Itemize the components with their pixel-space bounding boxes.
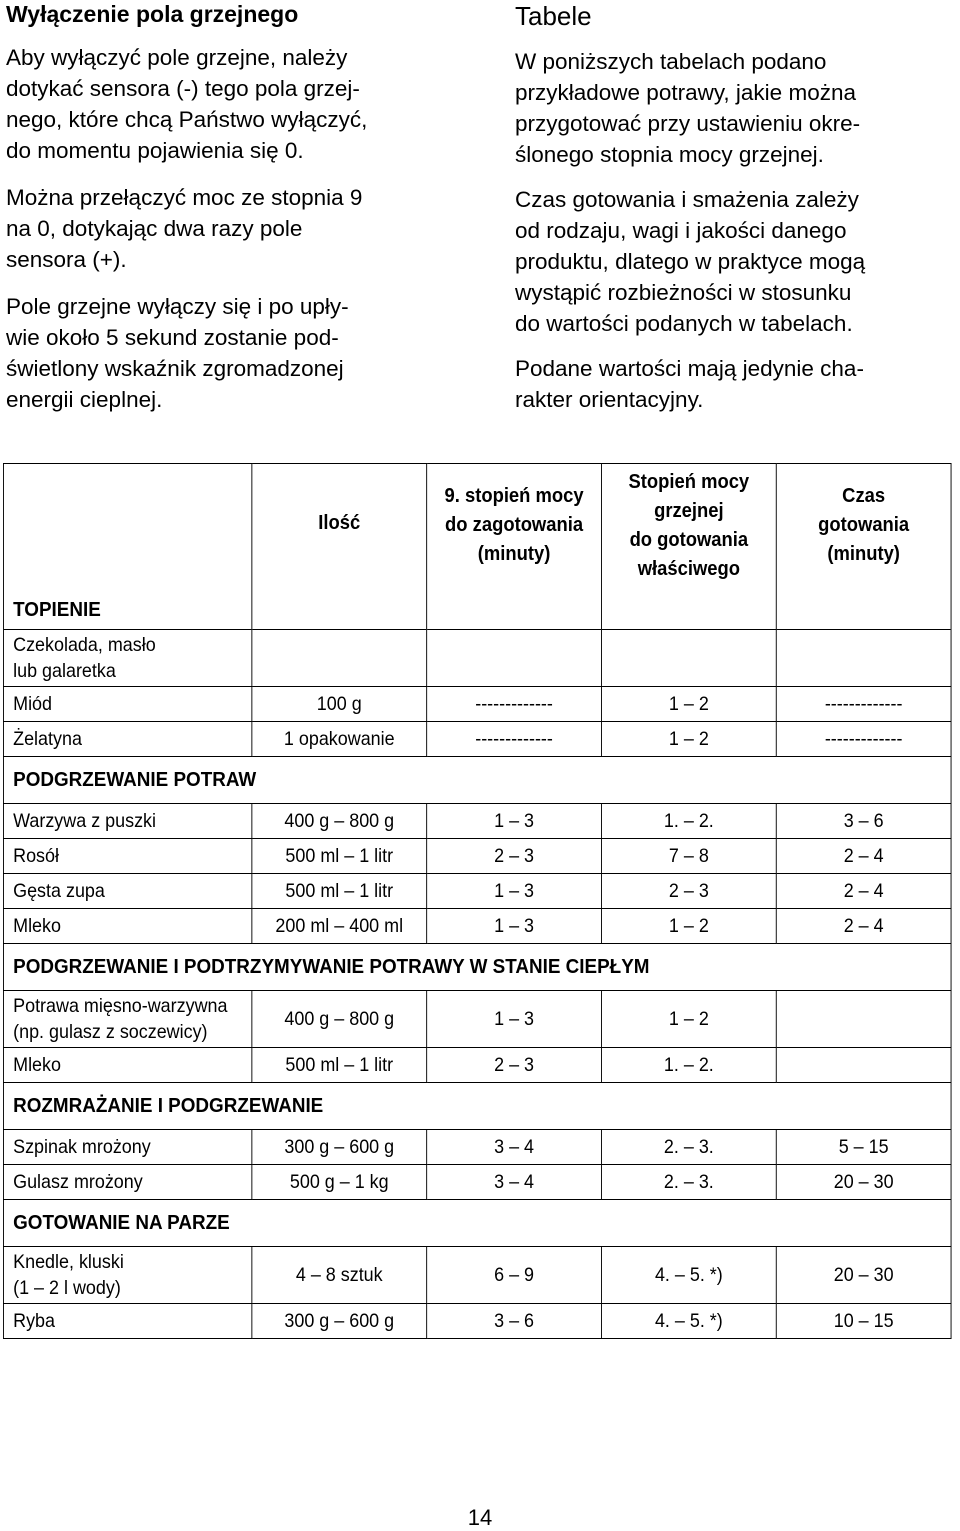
amount-cell: 100 g (252, 687, 427, 722)
food-cell: Rosół (3, 839, 251, 874)
food-cell: Knedle, kluski (1 – 2 l wody) (3, 1247, 251, 1304)
header-time: Czas gotowania (minuty) (776, 464, 951, 630)
amount-cell: 400 g – 800 g (252, 804, 427, 839)
time-cell: 2 – 4 (776, 909, 951, 944)
tables-paragraph-1: W poniższych tabelach podano przykładowe potrawy, jakie można przygotować przy ustawieniu okre- ślonego stopnia mocy grzejnej. (515, 49, 861, 167)
amount-cell: 500 g – 1 kg (252, 1165, 427, 1200)
power-cell: 2. – 3. (601, 1165, 776, 1200)
table-row (3, 1247, 951, 1304)
section-keep-warm: PODGRZEWANIE I PODTRZYMYWANIE POTRAWY W STANIE CIEPŁYM (3, 944, 951, 991)
power-cell: 4. – 5. *) (601, 1304, 776, 1339)
time-cell: 3 – 6 (776, 804, 951, 839)
food-cell: Żelatyna (3, 722, 251, 757)
power-cell: 1 – 2 (601, 991, 776, 1048)
table-row (3, 839, 951, 874)
stage9-cell: ------------- (427, 687, 602, 722)
table-row (3, 874, 951, 909)
section-defrost: ROZMRAŻANIE I PODGRZEWANIE (3, 1083, 951, 1130)
amount-cell: 1 opakowanie (252, 722, 427, 757)
stage9-cell: ------------- (427, 722, 602, 757)
power-cell: 1 – 2 (601, 909, 776, 944)
stage9-cell: 1 – 3 (427, 991, 602, 1048)
table-row (3, 991, 951, 1048)
header-stage9: 9. stopień mocy do zagotowania (minuty) (427, 464, 602, 630)
time-cell: 20 – 30 (776, 1247, 951, 1304)
food-cell: Szpinak mrożony (3, 1130, 251, 1165)
food-cell: Potrawa mięsno-warzywna (np. gulasz z soczewicy) (3, 991, 251, 1048)
header-power: Stopień mocy grzejnej do gotowania właściwego (601, 464, 776, 630)
amount-cell: 500 ml – 1 litr (252, 839, 427, 874)
time-cell: 20 – 30 (776, 1165, 951, 1200)
table-row (3, 687, 951, 722)
food-cell: Warzywa z puszki (3, 804, 251, 839)
stage9-cell: 1 – 3 (427, 874, 602, 909)
left-column (6, 0, 442, 431)
stage9-cell: 6 – 9 (427, 1247, 602, 1304)
power-cell: 2 – 3 (601, 874, 776, 909)
amount-cell (252, 630, 427, 687)
table-row (3, 1048, 951, 1083)
food-cell: Mleko (3, 1048, 251, 1083)
time-cell: ------------- (776, 722, 951, 757)
table-row (3, 909, 951, 944)
food-cell: Gulasz mrożony (3, 1165, 251, 1200)
section-steam: GOTOWANIE NA PARZE (3, 1200, 951, 1247)
amount-cell: 4 – 8 sztuk (252, 1247, 427, 1304)
stage9-cell: 2 – 3 (427, 1048, 602, 1083)
tables-paragraph-3: Podane wartości mają jedynie cha- rakter orientacyjny. (515, 356, 864, 412)
tables-heading: Tabele (515, 1, 592, 31)
section-row (3, 1200, 951, 1247)
table-row (3, 1165, 951, 1200)
power-cell: 4. – 5. *) (601, 1247, 776, 1304)
header-amount: Ilość (252, 464, 427, 630)
switch-off-heading: Wyłączenie pola grzejnego (6, 1, 299, 27)
section-row (3, 1083, 951, 1130)
time-cell: 2 – 4 (776, 874, 951, 909)
switch-off-paragraph-1: Aby wyłączyć pole grzejne, należy dotykać sensora (-) tego pola grzej- nego, które chcą Państwo wyłączyć, do momentu pojawienia się 0. (6, 45, 368, 163)
table-row (3, 722, 951, 757)
power-cell (601, 630, 776, 687)
power-cell: 1. – 2. (601, 804, 776, 839)
stage9-cell: 1 – 3 (427, 909, 602, 944)
time-cell: 5 – 15 (776, 1130, 951, 1165)
section-row (3, 757, 951, 804)
stage9-cell: 2 – 3 (427, 839, 602, 874)
power-cell: 1 – 2 (601, 722, 776, 757)
stage9-cell: 1 – 3 (427, 804, 602, 839)
food-cell: Mleko (3, 909, 251, 944)
amount-cell: 500 ml – 1 litr (252, 874, 427, 909)
switch-off-paragraph-2: Można przełączyć moc ze stopnia 9 na 0, dotykając dwa razy pole sensora (+). (6, 185, 363, 272)
table-row (3, 1130, 951, 1165)
table-row (3, 1304, 951, 1339)
time-cell: ------------- (776, 687, 951, 722)
tables-paragraph-2: Czas gotowania i smażenia zależy od rodzaju, wagi i jakości danego produktu, dlatego w praktyce mogą wystąpić rozbieżności w stosunku do wartości podanych w tabelach. (515, 187, 866, 336)
time-cell (776, 630, 951, 687)
section-melting: TOPIENIE (3, 464, 251, 630)
section-heating: PODGRZEWANIE POTRAW (3, 757, 951, 804)
amount-cell: 200 ml – 400 ml (252, 909, 427, 944)
amount-cell: 500 ml – 1 litr (252, 1048, 427, 1083)
stage9-cell: 3 – 4 (427, 1130, 602, 1165)
power-cell: 1 – 2 (601, 687, 776, 722)
table-header-row (3, 464, 951, 630)
switch-off-paragraph-3: Pole grzejne wyłączy się i po upły- wie około 5 sekund zostanie pod- świetlony wskaźnik zgromadzonej energii cieplnej. (6, 294, 349, 412)
time-cell (776, 1048, 951, 1083)
power-cell: 1. – 2. (601, 1048, 776, 1083)
time-cell (776, 991, 951, 1048)
stage9-cell: 3 – 6 (427, 1304, 602, 1339)
food-cell: Miód (3, 687, 251, 722)
cooking-table (3, 463, 952, 1339)
table-row (3, 804, 951, 839)
page-number: 14 (467, 1505, 493, 1530)
time-cell: 2 – 4 (776, 839, 951, 874)
time-cell: 10 – 15 (776, 1304, 951, 1339)
food-cell: Czekolada, masło lub galaretka (3, 630, 251, 687)
amount-cell: 400 g – 800 g (252, 991, 427, 1048)
stage9-cell: 3 – 4 (427, 1165, 602, 1200)
amount-cell: 300 g – 600 g (252, 1130, 427, 1165)
power-cell: 7 – 8 (601, 839, 776, 874)
section-row (3, 944, 951, 991)
amount-cell: 300 g – 600 g (252, 1304, 427, 1339)
stage9-cell (427, 630, 602, 687)
food-cell: Ryba (3, 1304, 251, 1339)
food-cell: Gęsta zupa (3, 874, 251, 909)
power-cell: 2. – 3. (601, 1130, 776, 1165)
right-column (515, 0, 953, 429)
table-row (3, 630, 951, 687)
